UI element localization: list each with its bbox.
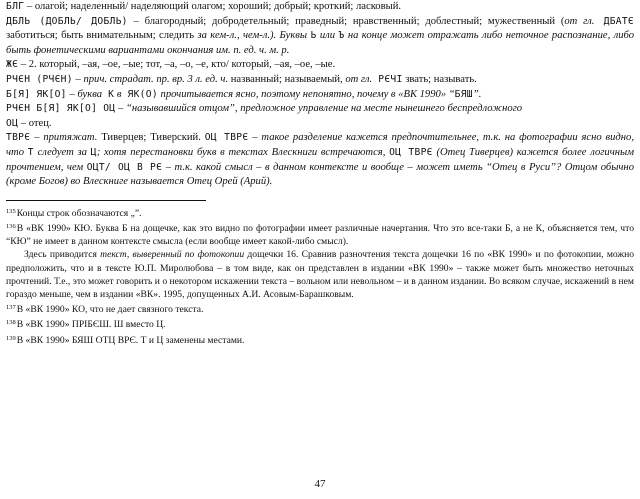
footnote: $^{136}$В «ВК 1990» КЮ. Буква Б на дощечке, как это видно по фотографии имеет различные начертания. Что это все-таки Б, а не К, объясняется тем, что “КЮ” не имеет в данном контексте смысла (если вообще имеет какой-либо смысл). (6, 222, 634, 248)
footnote-number: 139 (6, 334, 16, 342)
footnote-number: 137 (6, 304, 16, 312)
entry-tvre: ТВРЄ – притяжат. Тиверцев; Тиверский. ОЦ ТВРЄ – такое разделение кажется предпочтительнее, т.к. на фотографии ясно видно, что Т следует за Ц; хотя перестановки букв в текстах Влескниги встречаются, ОЦ ТВРЄ (Отец Тиверцев) кажется более логичным прочтением, чем ОЦТ/ ОЦ В РЄ – т.к. какой смысл – в данном контексте и вообще – может иметь “Отец в Руси”? Отцом обычно (кроме Богов) во Влескниге называется Отец Орей (Арий). (6, 132, 634, 188)
footnote: $^{138}$В «ВК 1990» ПРІБЄШ. Ш вместо Ц. (6, 319, 166, 331)
rune-word: РЧЄН Б[Я] ЯК[О] ОЦ (6, 103, 116, 115)
rune-word: БЛГ (6, 1, 25, 12)
footnote-number: 138 (6, 319, 16, 327)
footnote: $^{139}$В «ВК 1990» БЯШ ОТЦ ВРЄ. Т и Ц заменены местами. (6, 334, 245, 346)
rune-word: ЖЄ (6, 59, 19, 71)
entry-bya-yako: Б[Я] ЯК[О] – буква К в ЯК(О) прочитывается ясно, поэтому непонятно, почему в «ВК 1990» “БЯШ”. (6, 88, 482, 100)
footnote-separator (6, 200, 206, 201)
document-page (6, 0, 634, 347)
entry-rchen: РЧЄН (РЧЄН) – прич. страдат. пр. вр. 3 л. ед. ч. названный; называемый, от гл. РЄЧІ звать; называть. (6, 73, 477, 85)
page-number: 47 (314, 478, 326, 490)
entry-zhe: ЖЄ – 2. который, –ая, –ое, –ые; тот, –а, –о, –е, кто/ который, –ая, –ое, –ые. (6, 59, 336, 71)
rune-word: ОЦ (6, 117, 19, 129)
footnote-number: 136 (6, 222, 16, 230)
footnote-continuation: Здесь приводится текст, выверенный по фотокопии дощечки 16. Сравнив разночтения текста дощечки 16 по «ВК 1990» и по фотокопии, можно предположить, что и в тексте Ю.П. Миролюбова – в том виде, как он представлен в издании «ВК 1990» – также может быть множество неточных прочтений. Т.е., это может говорить и о некотором искажении текста – вольном или невольном – и в данном издании. Во всяком случае, искажений в нем гораздо меньше, чем в издании «ВК». 1995, допущенных А.И. Асовым-Барашковым. (6, 249, 635, 300)
entry-rchen-bya-yako-ots: РЧЄН Б[Я] ЯК[О] ОЦ – “называвшийся отцом”, предложное управление на месте нынешнего беспредложного (6, 103, 523, 115)
entry-ots: ОЦ – отец. (6, 117, 52, 129)
rune-word: ДБЛЬ (ДОБЛЬ/ ДОБЛЬ) (6, 15, 128, 27)
rune-word: РЧЄН (РЧЄН) (6, 73, 73, 85)
footnote: $^{137}$В «ВК 1990» КО, что не дает связного текста. (6, 304, 204, 316)
footnote: $^{135}$Концы строк обозначаются „”. (6, 207, 142, 219)
entry-blg: БЛГ – олагой; наделенный/ наделяющий олагом; хороший; добрый; кроткий; ласковый. (6, 1, 402, 12)
rune-word: Б[Я] ЯК[О] (6, 88, 67, 100)
rune-word: ТВРЄ (6, 132, 31, 144)
footnote-number: 135 (6, 207, 16, 215)
entry-dobl: ДБЛЬ (ДОБЛЬ/ ДОБЛЬ) – благородный; добродетельный; праведный; нравственный; доблестный; мужественный (от гл. ДБАТЄ заботиться; быть внимательным; следить за кем-л., чем-л.). Буквы Ь или Ъ на конце может отражать либо неточное распознание, либо быть фонетическими вариантами окончания им. п. ед. ч. м. р. (6, 15, 634, 56)
